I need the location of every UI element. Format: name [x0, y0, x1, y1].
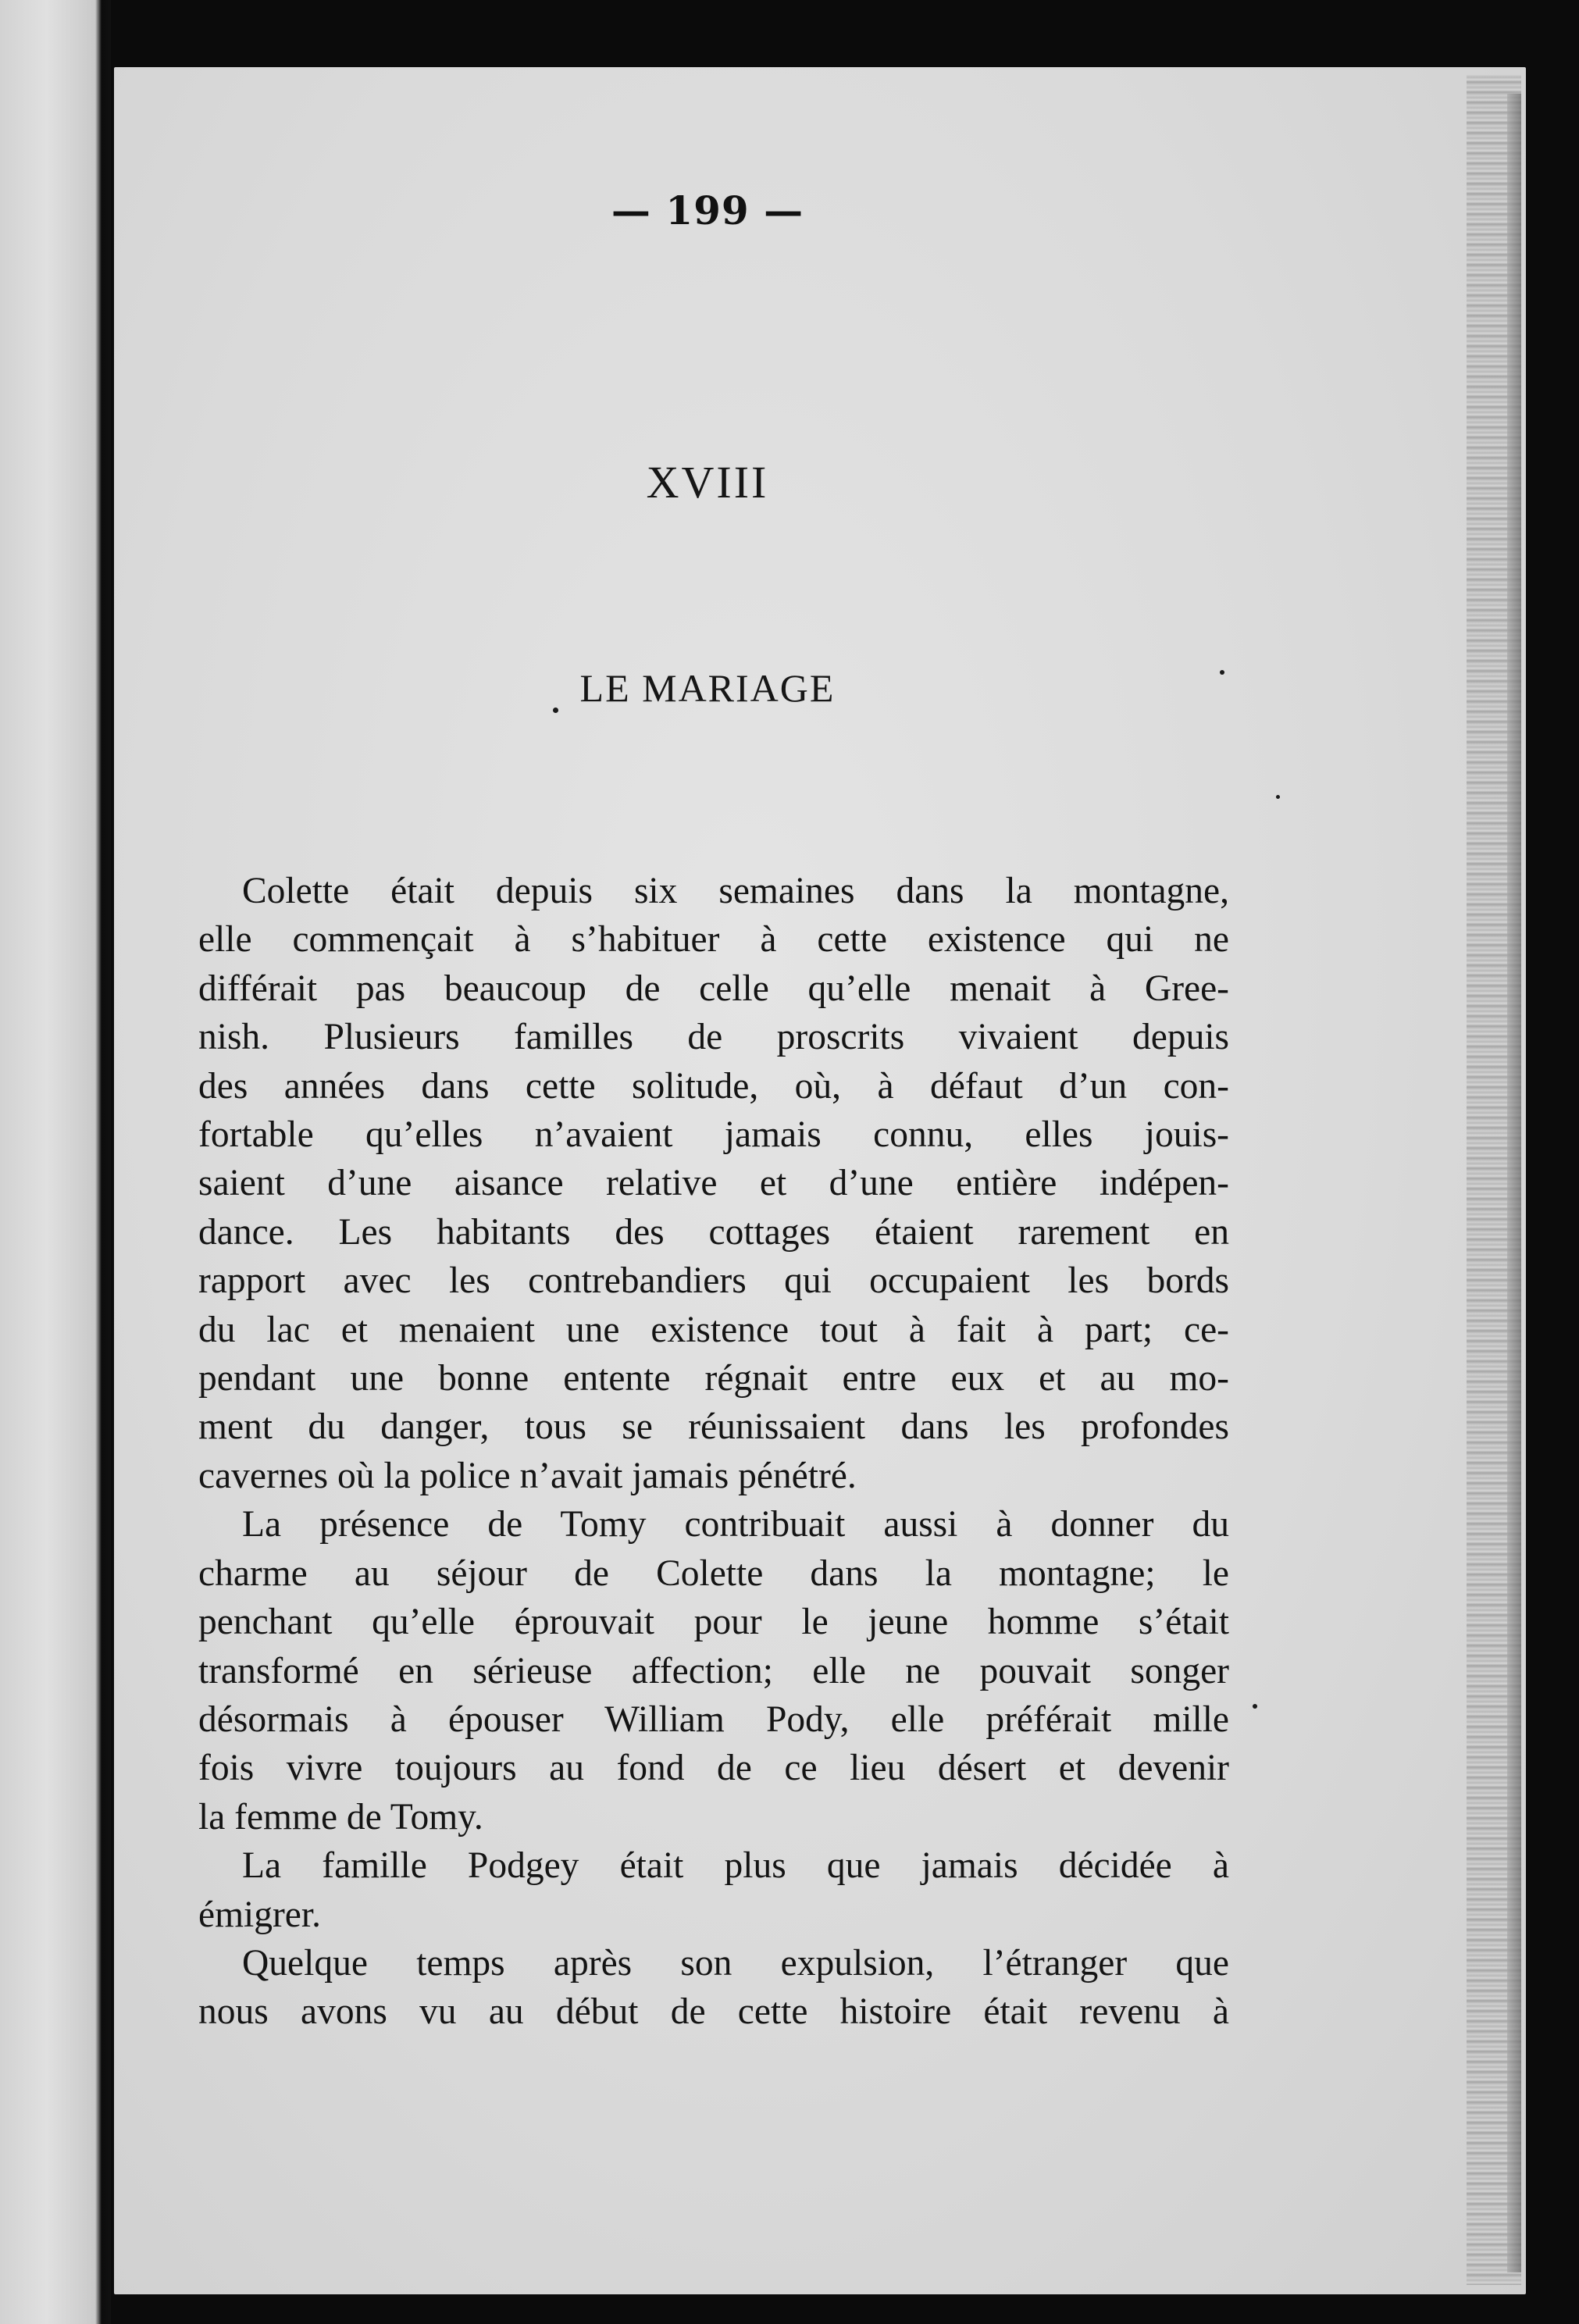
text-line: ment du danger, tous se réunissaient dans les profondes: [198, 1406, 1229, 1448]
text-line: du lac et menaient une existence tout à fait à part; ce-: [198, 1309, 1229, 1350]
text-line: rapport avec les contrebandiers qui occupaient les bords: [198, 1260, 1229, 1302]
chapter-number: XVIII: [646, 457, 769, 508]
text-line: transformé en sérieuse affection; elle ne pouvait songer: [198, 1650, 1229, 1691]
body-text: [198, 867, 1229, 2037]
text-line: fortable qu’elles n’avaient jamais connu, elles jouis-: [198, 1114, 1229, 1156]
text-line: différait pas beaucoup de celle qu’elle menait à Gree-: [198, 968, 1229, 1009]
text-line: désormais à épouser William Pody, elle préférait mille: [198, 1698, 1229, 1740]
text-line: des années dans cette solitude, où, à défaut d’un con-: [198, 1065, 1229, 1107]
scan-speck: [1276, 795, 1280, 799]
text-line: nous avons vu au début de cette histoire était revenu à: [198, 1991, 1229, 2033]
text-line: La présence de Tomy contribuait aussi à donner du: [242, 1504, 1229, 1545]
text-line: Colette était depuis six semaines dans la montagne,: [242, 871, 1229, 911]
text-line: émigrer.: [198, 1894, 321, 1935]
text-line: fois vivre toujours au fond de ce lieu désert et devenir: [198, 1748, 1229, 1789]
text-line: la femme de Tomy.: [198, 1796, 483, 1837]
text-line: Quelque temps après son expulsion, l’étranger que: [242, 1942, 1229, 1984]
text-line: La famille Podgey était plus que jamais décidée à: [242, 1845, 1229, 1887]
text-line: saient d’une aisance relative et d’une entière indépen-: [198, 1163, 1229, 1204]
text-line: dance. Les habitants des cottages étaient rarement en: [198, 1211, 1229, 1253]
chapter-title: LE MARIAGE: [579, 666, 836, 710]
text-line: penchant qu’elle éprouvait pour le jeune homme s’était: [198, 1602, 1229, 1643]
scan-speck: [553, 708, 558, 713]
page-stack-shadow: [1507, 94, 1521, 2272]
previous-page-edge: [0, 0, 111, 2324]
text-line: charme au séjour de Colette dans la montagne; le: [198, 1552, 1229, 1594]
scan-speck: [1220, 670, 1224, 675]
text-line: cavernes où la police n’avait jamais pénétré.: [198, 1455, 857, 1496]
text-line: elle commençait à s’habituer à cette existence qui ne: [198, 919, 1229, 961]
text-line: nish. Plusieurs familles de proscrits vivaient depuis: [198, 1017, 1229, 1058]
page-number: — 199 —: [611, 187, 804, 233]
text-line: pendant une bonne entente régnait entre eux et au mo-: [198, 1358, 1229, 1399]
scan-speck: [1253, 1704, 1257, 1709]
